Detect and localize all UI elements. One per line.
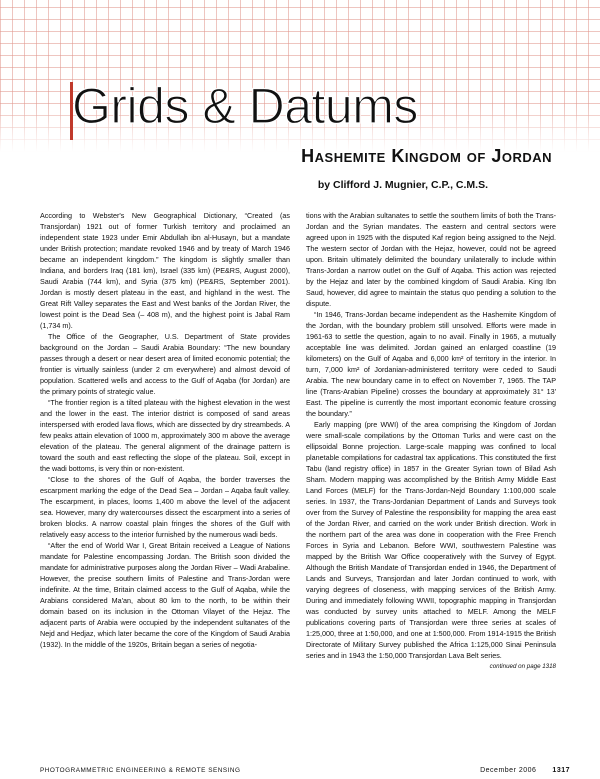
continued-note: continued on page 1318 <box>489 663 556 670</box>
article-subtitle: Hashemite Kingdom of Jordan <box>301 146 552 166</box>
paragraph: The Office of the Geographer, U.S. Department of State provides background on the Jordan – Saudi Arabia Boundary: “The new boundary passes through a desert or near desert area of limited economic potential; the frontier is virtually sainless (under 2 cm everywhere) and almost devoid of population. Scattered wells and access to the Gulf of Aqaba (for Jordan) are the primary points of strategic value. <box>40 332 290 396</box>
right-column <box>306 210 556 758</box>
page-number: 1317 <box>552 766 570 774</box>
paragraph: “The frontier region is a tilted plateau with the highest elevation in the west and the lower in the east. The interior district is composed of sand areas interspersed with eroded lava flows, which are dissected by dry streambeds. A few peaks attain elevation of 1000 m, approximately 300 m above the average elevation of the plateau. The general alignment of the drainage pattern is toward the south and east reflecting the slope of the plateau. Soil, except in the wadi bottoms, is very thin or non-existent. <box>40 398 290 473</box>
article-body <box>40 210 556 758</box>
paragraph: “Close to the shores of the Gulf of Aqaba, the border traverses the escarpment marking the edge of the Dead Sea – Jordan – Aqaba fault valley. The escarpment, in places, looms 1,400 m above the level of the adjacent sea. However, many dry watercourses dissect the escarpment into a series of broken blocks. A narrow coastal plain fringes the shores of the Gulf with relatively easy access to the interior furnished by the numerous wadi beds. <box>40 475 290 539</box>
author-byline: by Clifford J. Mugnier, C.P., C.M.S. <box>317 179 488 191</box>
paragraph: tions with the Arabian sultanates to settle the southern limits of both the Trans-Jordan and the Syrian mandates. The eastern and central sectors were agreed upon in 1925 with the disputed Kaf region being assigned to the Nejd. The western sector of Jordan with the Hejaz, however, could not be agreed upon. Britain ultimately delimited the boundary unilaterally to include within Trans-Jordan a narrow outlet on the Gulf of Aqaba. This action was rejected by the Hejaz and later by the combined kingdom of Saudi Arabia. King Ibn Saud, however, did agree to maintain the status quo pending a solution to the dispute. <box>306 211 556 308</box>
issue-date: December 2006 <box>480 766 537 774</box>
left-column <box>40 210 290 758</box>
paragraph: “After the end of World War I, Great Britain received a League of Nations mandate for Palestine encompassing Jordan. The British soon divided the mandate for administrative purposes along the Jordan River – Wadi Arabaline. However, the precise southern limits of Palestine and Trans-Jordan were indefinite. At the time, Britain claimed access to the Gulf of Aqaba, while the Arabians considered Ma'an, about 80 km to the north, to be within their domain based on its inclusion in the Ottoman Vilayet of the Hejaz. The adjacent parts of Arabia were occupied by the independent sultanates of the Nejd and Hedjaz, which later became the core of the Kingdom of Saudi Arabia (1932). In the middle of the 1920s, Britain began a series of negotia- <box>40 541 290 649</box>
paragraph: Early mapping (pre WWI) of the area comprising the Kingdom of Jordan were small-scale compilations by the Ottoman Turks and were cast on the ellipsoidal Bonne projection. Large-scale mapping was confined to local planetable compilations for cadastral tax applications. This constituted the first Tabu (land registry office) in 1857 in the Greater Syrian town of Bilad Ash Sham. Modern mapping was accomplished by the British Army Middle East Land Forces (MELF) for the Trans-Jordan-Nejd Boundary 1:100,000 scale series. In 1937, the Trans-Jordanian Department of Lands and Surveys took over from the Survey of Palestine the responsibility for mapping the area east of the Jordan River, and carried on the work under British direction. Work in the northern part of the area was done in cooperation with the Free French Forces in Syria and Lebanon. Before WWI, southwestern Palestine was mapped by the British War Office cooperatively with the Survey of Egypt. Although the British Mandate of Transjordan ended in 1946, the Department of Lands and Surveys, Transjordan and later Jordan continued to work, with varying degrees of closeness, with mapping services of the British Army. During and immediately following WWII, topographic mapping in Transjordan was conducted by survey units attached to MELF. Among the MELF publications covering parts of Transjordan were three series at scales of 1:25,000, three at 1:50,000, and one at 1:500,000. From 1914-1915 the British Directorate of Military Survey published the Africa 1:125,000 Sinai Peninsula series and in 1943 the 1:50,000 Transjordan Lava Belt series. <box>306 420 556 660</box>
footer-right <box>480 767 570 774</box>
page-footer <box>40 764 570 776</box>
journal-name: PHOTOGRAMMETRIC ENGINEERING & REMOTE SENSING <box>40 766 241 774</box>
page-title: Grids & Datums <box>72 78 418 134</box>
paragraph: According to Webster's New Geographical Dictionary, “Created (as Transjordan) 1921 out of former Turkish territory and proclaimed an independent state 1923 under Emir Abdullah ibn al-Husayn, but a mandate under British protection; mandate revoked 1946 and by treaty of March 1946 became an independent kingdom.” The kingdom is slightly smaller than Indiana, and borders Iraq (181 km), Israel (335 km) (PE&RS, August 2000), Saudi Arabia (744 km), and Syria (375 km) (PE&RS, September 2001). Jordan is mostly desert plateau in the east, and highland in the west. The Great Rift Valley separates the East and West banks of the Jordan River, the lowest point is the Dead Sea (– 408 m), and the highest point is Jabal Ram (1,734 m). <box>40 211 290 330</box>
paragraph: “In 1946, Trans-Jordan became independent as the Hashemite Kingdom of the Jordan, with the boundary problem still unsolved. Efforts were made in 1961-63 to settle the question, again to no avail. Finally in 1965, a mutually acceptable line was delimited. Jordan gained an enlarged coastline (19 kilometers) on the Gulf of Aqaba and 6,000 km² of territory in the interior. In turn, 7,000 km² of Jordanian-administered territory were ceded to Saudi Arabia. The new boundary came in to effect on November 7, 1965. The TAP line (Trans-Arabian Pipeline) crosses the boundary at approximately 31° 13' East. The pipeline is currently the most important economic feature crossing the boundary.” <box>306 310 556 418</box>
